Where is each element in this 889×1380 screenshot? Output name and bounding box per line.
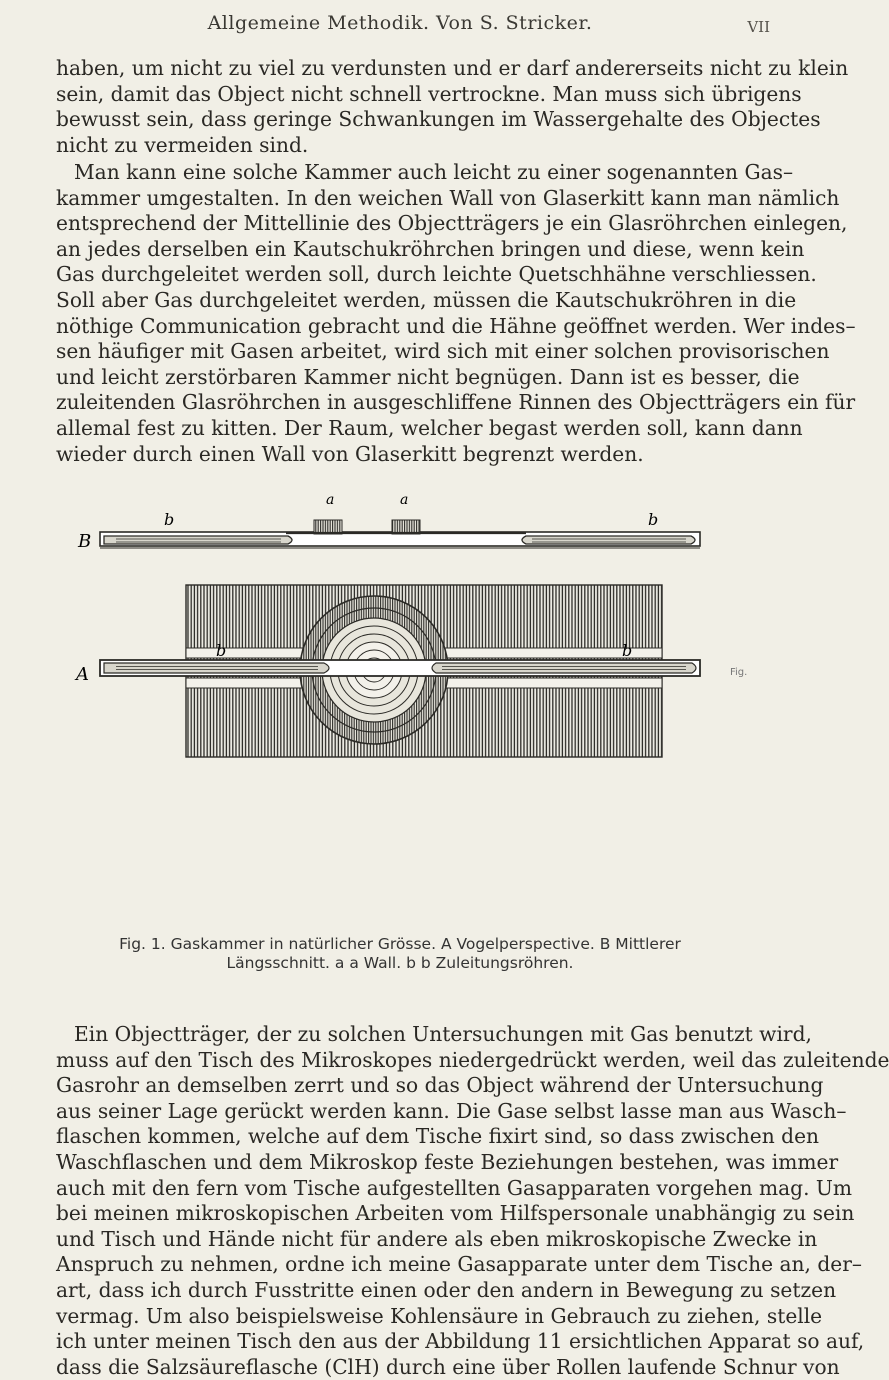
- text-line: entsprechend der Mittellinie des Objectträgers je ein Glasröhrchen einlegen,: [56, 211, 848, 236]
- text-line: ich unter meinen Tisch den aus der Abbildung 11 ersichtlichen Apparat so auf,: [56, 1329, 865, 1354]
- text-line: zuleitenden Glasröhrchen in ausgeschliffene Rinnen des Objectträgers ein für: [56, 390, 856, 415]
- label-B: B: [78, 531, 92, 552]
- text-line: sein, damit das Object nicht schnell vertrockne. Man muss sich übrigens: [56, 81, 802, 106]
- text-line: flaschen kommen, welche auf dem Tische fixirt sind, so dass zwischen den: [56, 1124, 820, 1149]
- label-b-top-left: b: [164, 510, 175, 529]
- text-line: art, dass ich durch Fusstritte einen oder den andern in Bewegung zu setzen: [56, 1277, 837, 1302]
- text-line: Ein Objectträger, der zu solchen Untersuchungen mit Gas benutzt wird,: [74, 1022, 812, 1046]
- section-b: [77, 492, 700, 552]
- label-b-top-right: b: [648, 510, 659, 529]
- text-line: Anspruch zu nehmen, ordne ich meine Gasapparate unter dem Tische an, der–: [56, 1252, 862, 1277]
- caption-line-1: Fig. 1. Gaskammer in natürlicher Grösse. A Vogelperspective. B Mittlerer: [119, 935, 681, 953]
- text-line: und Tisch und Hände nicht für andere als eben mikroskopische Zwecke in: [56, 1226, 818, 1251]
- text-line: bewusst sein, dass geringe Schwankungen im Wassergehalte des Objectes: [56, 107, 821, 132]
- text-line: auch mit den fern vom Tische aufgestellten Gasapparaten vorgehen mag. Um: [56, 1175, 853, 1200]
- text-line: sen häufiger mit Gasen arbeitet, wird sich mit einer solchen provisorischen: [56, 339, 830, 364]
- side-mark: Fig.: [730, 667, 748, 678]
- text-line: allemal fest zu kitten. Der Raum, welcher begast werden soll, kann dann: [56, 415, 803, 440]
- page-number: VII: [747, 18, 770, 36]
- caption-line-2: Längsschnitt. a a Wall. b b Zuleitungsröhren.: [226, 954, 574, 972]
- text-line: Gas durchgeleitet werden soll, durch leichte Quetschhähne verschliessen.: [56, 262, 817, 287]
- text-line: und leicht zerstörbaren Kammer nicht begnügen. Dann ist es besser, die: [56, 364, 800, 389]
- text-line: Gasrohr an demselben zerrt und so das Object während der Untersuchung: [56, 1073, 824, 1098]
- text-line: haben, um nicht zu viel zu verdunsten und er darf andererseits nicht zu klein: [56, 56, 849, 80]
- figure-gas-chamber: [56, 480, 756, 930]
- label-b-mid-right: b: [622, 641, 633, 660]
- figure-caption: [0, 935, 800, 973]
- section-a: [74, 585, 747, 757]
- paragraph-1: [0, 56, 849, 158]
- text-line: Man kann eine solche Kammer auch leicht zu einer sogenannten Gas–: [74, 160, 794, 184]
- text-line: bei meinen mikroskopischen Arbeiten vom Hilfspersonale unabhängig zu sein: [56, 1201, 855, 1226]
- label-b-mid-left: b: [216, 641, 227, 660]
- paragraph-3: [0, 1022, 889, 1380]
- text-line: dass die Salzsäureflasche (ClH) durch eine über Rollen laufende Schnur von: [56, 1354, 840, 1379]
- text-line: vermag. Um also beispielsweise Kohlensäure in Gebrauch zu ziehen, stelle: [56, 1303, 823, 1328]
- label-a-first: a: [326, 492, 335, 508]
- text-line: nicht zu vermeiden sind.: [56, 132, 309, 157]
- text-line: wieder durch einen Wall von Glaserkitt begrenzt werden.: [56, 441, 644, 466]
- text-line: Soll aber Gas durchgeleitet werden, müssen die Kautschukröhren in die: [56, 287, 797, 312]
- text-line: Waschflaschen und dem Mikroskop feste Beziehungen bestehen, was immer: [56, 1149, 839, 1174]
- text-line: muss auf den Tisch des Mikroskopes niedergedrückt werden, weil das zuleitende: [56, 1047, 889, 1072]
- label-A: A: [76, 664, 89, 685]
- text-line: an jedes derselben ein Kautschukröhrchen bringen und diese, wenn kein: [56, 236, 805, 261]
- running-header: [0, 8, 800, 48]
- gas-chamber-illustration: [56, 480, 756, 930]
- text-line: kammer umgestalten. In den weichen Wall von Glaserkitt kann man nämlich: [56, 185, 840, 210]
- label-a-second: a: [400, 492, 409, 508]
- text-line: aus seiner Lage gerückt werden kann. Die Gase selbst lasse man aus Wasch–: [56, 1098, 847, 1123]
- paragraph-2: [0, 160, 856, 467]
- running-title: Allgemeine Methodik. Von S. Stricker.: [207, 12, 593, 34]
- text-line: nöthige Communication gebracht und die Hähne geöffnet werden. Wer indes–: [56, 313, 856, 338]
